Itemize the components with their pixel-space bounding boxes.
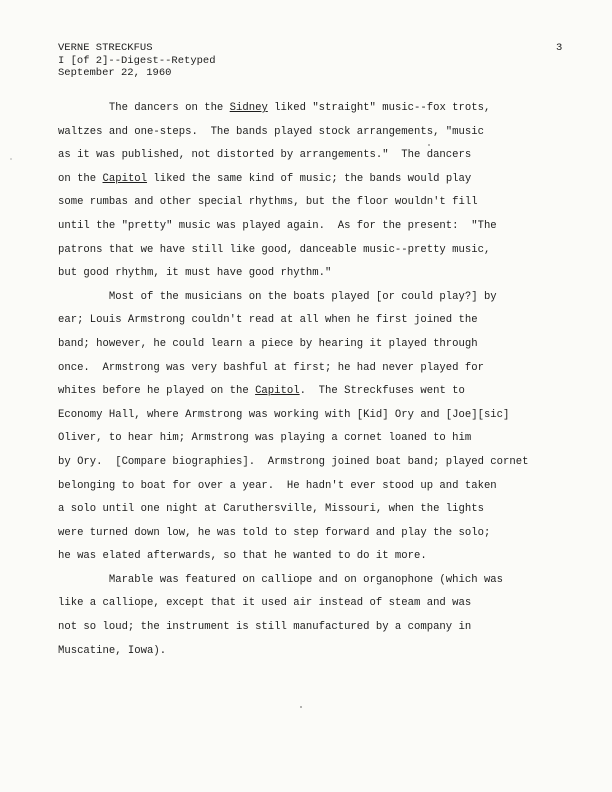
text-line: [58, 262, 603, 286]
text-segment: as it was published, not distorted by arrangements." The dancers: [58, 149, 472, 162]
text-line: [58, 357, 603, 381]
text-segment: whites before he played on the: [58, 385, 256, 398]
paragraph: [58, 569, 603, 663]
text-segment: band; however, he could learn a piece by hearing it played through: [58, 337, 478, 350]
underlined-boat-name: Capitol: [255, 385, 300, 398]
text-segment: a solo until one night at Caruthersville, Missouri, when the lights: [58, 503, 484, 516]
text-line: [58, 616, 603, 640]
text-line: [58, 545, 603, 569]
text-segment: by Ory. [Compare biographies]. Armstrong joined boat band; played cornet: [58, 455, 529, 468]
text-segment: but good rhythm, it must have good rhythm.": [58, 267, 332, 280]
paragraph: [58, 97, 603, 286]
text-segment: liked "straight" music--fox trots,: [267, 102, 491, 114]
text-segment: some rumbas and other special rhythms, but the floor wouldn't fill: [58, 196, 478, 209]
text-segment: not so loud; the instrument is still manufactured by a company in: [58, 621, 472, 634]
text-line: [58, 215, 603, 239]
text-line: [58, 451, 603, 475]
text-segment: were turned down low, he was told to step forward and play the solo;: [58, 526, 491, 539]
text-line: [58, 404, 603, 428]
text-segment: waltzes and one-steps. The bands played stock arrangements, "music: [58, 125, 484, 138]
text-segment: Muscatine, Iowa).: [58, 644, 167, 657]
scan-speck: [428, 144, 430, 146]
text-segment: Most of the musicians on the boats played [or could play?] by: [58, 290, 497, 303]
text-segment: Marable was featured on calliope and on organophone (which was: [58, 573, 504, 586]
text-line: [58, 592, 603, 616]
header-name: VERNE STRECKFUS: [58, 42, 153, 54]
paragraph: [58, 286, 603, 569]
text-segment: once. Armstrong was very bashful at first; he had never played for: [58, 361, 484, 374]
text-segment: Oliver, to hear him; Armstrong was playing a cornet loaned to him: [58, 432, 472, 445]
text-line: [58, 168, 603, 192]
text-segment: he was elated afterwards, so that he wanted to do it more.: [58, 550, 427, 563]
text-line: [58, 522, 603, 546]
text-line: [58, 121, 603, 145]
text-segment: belonging to boat for over a year. He hadn't ever stood up and taken: [58, 479, 497, 492]
text-segment: on the: [58, 172, 103, 185]
document-body: [58, 97, 603, 663]
text-line: [58, 97, 603, 121]
text-segment: liked the same kind of music; the bands would play: [147, 172, 472, 185]
page-number: 3: [556, 42, 563, 54]
text-segment: . The Streckfuses went to: [299, 385, 465, 398]
header-doc-info: I [of 2]--Digest--Retyped: [58, 54, 216, 67]
text-segment: ear; Louis Armstrong couldn't read at all when he first joined the: [58, 314, 478, 327]
text-segment: The dancers on the: [58, 102, 230, 114]
text-line: [58, 191, 603, 215]
underlined-boat-name: Capitol: [102, 172, 148, 185]
text-line: [58, 239, 603, 263]
text-line: [58, 286, 603, 310]
text-segment: patrons that we have still like good, danceable music--pretty music,: [58, 243, 491, 256]
text-segment: Economy Hall, where Armstrong was working with [Kid] Ory and [Joe][sic]: [58, 408, 510, 421]
header-date: September 22, 1960: [58, 67, 172, 79]
text-line: [58, 144, 603, 168]
scan-speck: [300, 706, 302, 708]
text-line: [58, 427, 603, 451]
text-line: [58, 475, 603, 499]
text-line: [58, 333, 603, 357]
underlined-boat-name: Sidney: [229, 102, 268, 114]
scan-speck: [10, 158, 12, 160]
text-line: [58, 380, 603, 404]
page-header: [58, 42, 216, 80]
text-segment: like a calliope, except that it used air instead of steam and was: [58, 597, 472, 610]
text-line: [58, 569, 603, 593]
text-segment: until the "pretty" music was played again. As for the present: "The: [58, 219, 497, 232]
text-line: [58, 640, 603, 664]
text-line: [58, 498, 603, 522]
text-line: [58, 309, 603, 333]
